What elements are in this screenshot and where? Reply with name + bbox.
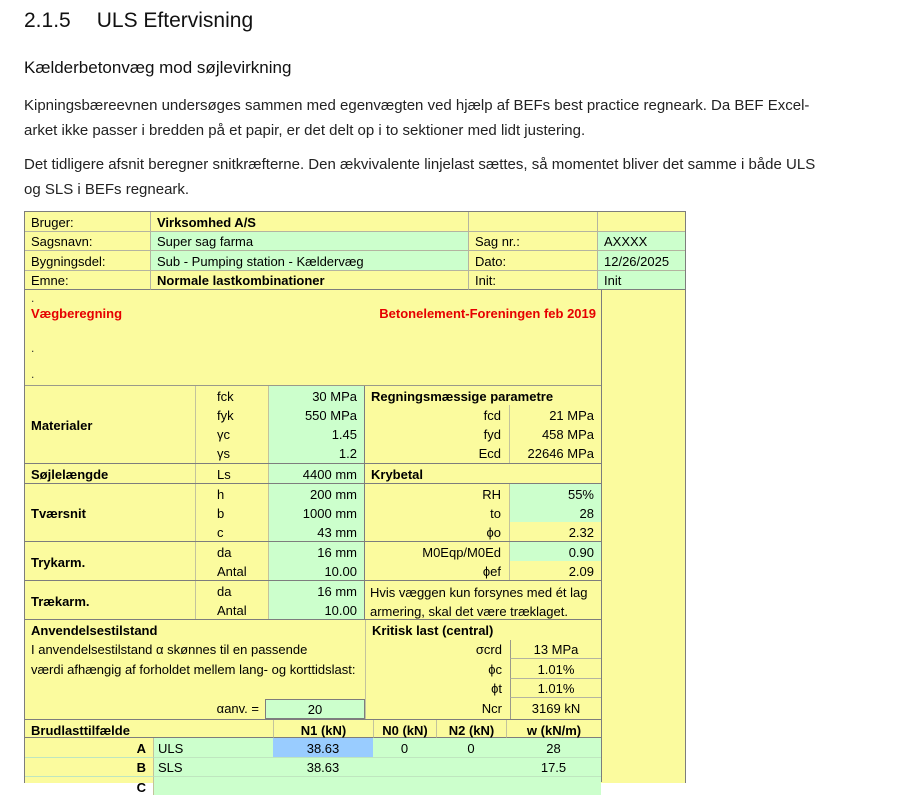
critical-title: Kritisk last (central) xyxy=(365,620,601,640)
banner-org: Betonelement-Foreningen feb 2019 xyxy=(379,306,596,321)
sls-critical-section xyxy=(25,620,601,720)
info-label: Sag nr.: xyxy=(469,232,598,252)
cell-symbol: ϕef xyxy=(365,561,510,580)
cell-value: 550 MPa xyxy=(269,405,365,424)
cross-section-section xyxy=(25,484,601,542)
info-row-emne xyxy=(25,271,685,291)
cell-value: 22646 MPa xyxy=(527,446,594,462)
cell-value: 1.01% xyxy=(510,679,601,699)
cell-n0: 0 xyxy=(373,738,436,758)
cell-n0 xyxy=(373,777,436,795)
cell-value: 10.00 xyxy=(269,600,365,619)
cell-dot: . xyxy=(31,367,35,381)
info-value: Virksomhed A/S xyxy=(151,212,469,232)
alpha-label: αanv. = xyxy=(216,701,259,716)
cell-value: 2.32 xyxy=(568,524,594,540)
cell-n2 xyxy=(436,777,506,795)
column-header-n2: N2 (kN) xyxy=(436,720,506,738)
compression-section xyxy=(25,542,601,581)
cell-symbol: Antal xyxy=(196,561,269,580)
column-length-label: Søjlelængde xyxy=(25,464,196,483)
cell-symbol: γs xyxy=(196,444,269,463)
column-header-n0: N0 (kN) xyxy=(373,720,436,738)
cell-symbol: Ls xyxy=(196,464,269,483)
cell-symbol: ϕc xyxy=(365,659,510,679)
alpha-value-cell: 20 xyxy=(265,699,365,719)
cell-value: 1000 mm xyxy=(269,503,365,522)
sls-title: Anvendelsestilstand xyxy=(31,622,158,638)
cell-value: 1.2 xyxy=(269,444,365,463)
info-value: Init xyxy=(598,271,685,291)
column-header-w: w (kN/m) xyxy=(506,720,601,738)
cell-value: 13 MPa xyxy=(510,640,601,660)
creep-title: Krybetal xyxy=(371,466,424,482)
info-value xyxy=(598,212,685,232)
note-line: Hvis væggen kun forsynes med ét lag xyxy=(370,585,588,600)
bef-spreadsheet xyxy=(24,211,686,795)
section-number: 2.1.5 xyxy=(24,9,71,32)
load-cases-title: Brudlasttilfælde xyxy=(25,720,273,738)
sls-text-line: værdi afhængig af forholdet mellem lang- og korttidslast: xyxy=(31,661,356,677)
alpha-input-row xyxy=(25,698,365,719)
cell-value: 1.45 xyxy=(269,425,365,444)
note-line: armering, skal det være træklaget. xyxy=(370,604,568,619)
cell-value: 4400 mm xyxy=(269,464,365,483)
cell-w xyxy=(506,777,601,795)
info-label: Dato: xyxy=(469,251,598,271)
column-length-section xyxy=(25,464,601,484)
row-name xyxy=(154,777,273,795)
tension-label: Trækarm. xyxy=(25,581,196,619)
doc-subtitle: Kælderbetonvæg mod søjlevirkning xyxy=(24,58,292,77)
cell-value: 2.09 xyxy=(568,563,594,579)
cell-value: 458 MPa xyxy=(541,427,594,442)
cell-value: 30 MPa xyxy=(269,386,365,405)
sls-text-line: I anvendelsestilstand α skønnes til en passende xyxy=(31,642,308,657)
info-label: Init: xyxy=(469,271,598,291)
design-params-title: Regningsmæssige parametre xyxy=(371,388,554,404)
info-value: Sub - Pumping station - Kældervæg xyxy=(151,251,469,271)
cell-value: 16 mm xyxy=(269,542,365,561)
cell-symbol: σcrd xyxy=(365,640,510,660)
info-label xyxy=(469,212,598,232)
cell-symbol: Ncr xyxy=(365,698,510,719)
cell-value: 21 MPa xyxy=(549,407,594,423)
cell-value: 16 mm xyxy=(269,581,365,600)
cell-symbol: h xyxy=(196,484,269,503)
cell-symbol: fcd xyxy=(365,405,510,424)
paragraph-2 xyxy=(24,152,906,202)
cell-value: 10.00 xyxy=(269,561,365,580)
cell-symbol: Ecd xyxy=(365,444,510,463)
sheet-main-column xyxy=(25,290,601,795)
info-label: Sagsnavn: xyxy=(25,232,151,252)
materials-label: Materialer xyxy=(25,386,196,463)
row-id: B xyxy=(25,758,154,778)
cross-section-label: Tværsnit xyxy=(25,484,196,541)
info-row-bygningsdel xyxy=(25,251,685,271)
sheet-body xyxy=(25,290,685,795)
info-label: Bygningsdel: xyxy=(25,251,151,271)
cell-n1 xyxy=(273,777,373,795)
info-row-sagsnavn xyxy=(25,232,685,252)
yellow-filler-column xyxy=(601,290,685,782)
row-id: A xyxy=(25,738,154,758)
paragraph-line: og SLS i BEFs regneark. xyxy=(24,181,190,198)
cell-dot: . xyxy=(31,291,35,305)
cell-symbol: da xyxy=(196,581,269,600)
section-title: ULS Eftervisning xyxy=(96,9,254,32)
cell-symbol: to xyxy=(365,503,510,522)
cell-w: 28 xyxy=(506,738,601,758)
info-label: Bruger: xyxy=(25,212,151,232)
cell-symbol: fck xyxy=(196,386,269,405)
cell-symbol: c xyxy=(196,522,269,541)
info-value: Super sag farma xyxy=(151,232,469,252)
info-row-bruger xyxy=(25,212,685,232)
cell-n2 xyxy=(436,758,506,778)
cell-symbol: M0Eqp/M0Ed xyxy=(365,542,510,561)
banner-title: Vægberegning xyxy=(31,306,123,321)
load-cases-section xyxy=(25,720,601,795)
info-value: Normale lastkombinationer xyxy=(151,271,469,291)
cell-symbol: γc xyxy=(196,425,269,444)
empty-cell xyxy=(25,679,365,699)
paragraph-1 xyxy=(24,93,906,143)
row-id: C xyxy=(25,777,154,795)
tension-section xyxy=(25,581,601,620)
cell-value: 55% xyxy=(510,484,601,503)
banner-line xyxy=(25,306,601,321)
reinforcement-note xyxy=(365,581,601,619)
cell-symbol: da xyxy=(196,542,269,561)
cell-symbol: ϕo xyxy=(365,522,510,541)
paragraph-line: Kipningsbæreevnen undersøges sammen med egenvægten ved hjælp af BEFs best practice regneark. Da BEF Excel- xyxy=(24,97,810,114)
cell-dot: . xyxy=(31,341,35,355)
cell-value: 1.01% xyxy=(510,659,601,679)
cell-n0 xyxy=(373,758,436,778)
paragraph-line: Det tidligere afsnit beregner snitkræfterne. Den ækvivalente linjelast sættes, så momentet bliver det samme i både ULS xyxy=(24,156,816,173)
cell-symbol: fyk xyxy=(196,405,269,424)
cell-value: 200 mm xyxy=(269,484,365,503)
cell-n2: 0 xyxy=(436,738,506,758)
cell-value: 0.90 xyxy=(510,542,601,561)
info-label: Emne: xyxy=(25,271,151,291)
cell-symbol: Antal xyxy=(196,600,269,619)
section-heading xyxy=(24,8,906,34)
info-value: AXXXX xyxy=(598,232,685,252)
materials-section xyxy=(25,386,601,464)
cell-value: 3169 kN xyxy=(510,698,601,719)
compression-label: Trykarm. xyxy=(25,542,196,580)
row-name: ULS xyxy=(154,738,273,758)
cell-value: 43 mm xyxy=(269,522,365,541)
cell-symbol: RH xyxy=(365,484,510,503)
cell-symbol: ϕt xyxy=(365,679,510,699)
cell-symbol: fyd xyxy=(365,425,510,444)
cell-n1: 38.63 xyxy=(273,758,373,778)
paragraph-line: arket ikke passer i bredden på et papir, er det delt op i to sektioner med lidt justering. xyxy=(24,122,586,139)
cell-w: 17.5 xyxy=(506,758,601,778)
banner-section xyxy=(25,290,601,386)
selected-cell-n1: 38.63 xyxy=(273,738,373,758)
row-name: SLS xyxy=(154,758,273,778)
column-header-n1: N1 (kN) xyxy=(273,720,373,738)
cell-symbol: b xyxy=(196,503,269,522)
info-value: 12/26/2025 xyxy=(598,251,685,271)
cell-value: 28 xyxy=(510,503,601,522)
